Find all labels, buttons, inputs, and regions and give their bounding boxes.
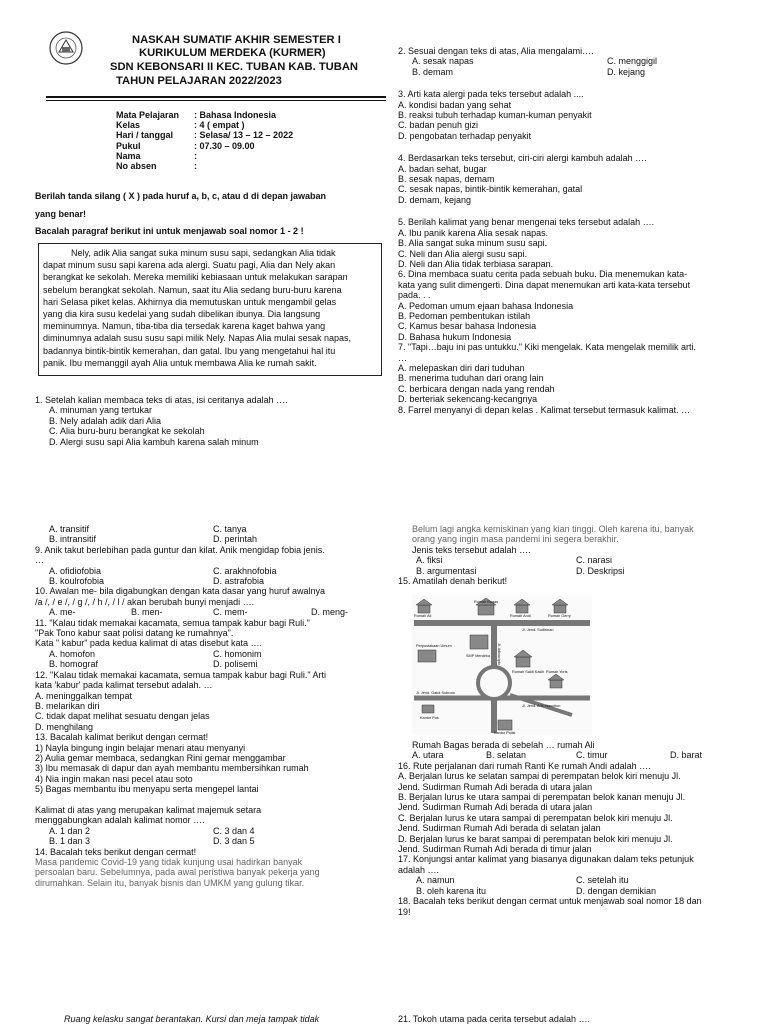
q16-option-c-2: Jend. Sudirman Rumah Adi berada di selatan jalan: [398, 823, 601, 834]
header-divider-thin: [46, 100, 386, 101]
q15-option-d[interactable]: D. barat: [670, 750, 703, 761]
q9-option-b[interactable]: B. koulrofobia: [49, 576, 105, 587]
q5-option-a[interactable]: A. Ibu panik karena Alia sesak napas.: [398, 227, 549, 238]
passage-line: badannya bintik-bintik kemerahan, dan gatal. Ibu yang mengetahui hal itu: [43, 345, 336, 356]
q7-option-c[interactable]: C. berbicara dengan nada yang rendah: [398, 383, 555, 394]
q14-text-cont-2: orang yang ingin masa pandemi ini segera berakhir.: [412, 534, 619, 545]
q13-item-3: 3) Ibu memasak di dapur dan ayah membantu membersihkan rumah: [35, 763, 309, 774]
meta-value: : Selasa/ 13 – 12 – 2022: [194, 130, 294, 141]
map-label-perpustakaan: Perpustakaan Umum: [416, 644, 452, 648]
question-15-stem: 15. Amatilah denah berikut!: [398, 576, 508, 587]
question-17-stem: 17. Konjungsi antar kalimat yang biasanya digunakan dalam teks petunjuk: [398, 854, 694, 865]
question-5-stem: 5. Berilah kalimat yang benar mengenai teks tersebut adalah ….: [398, 217, 655, 228]
meta-row: [116, 141, 293, 151]
header-title-3: SDN KEBONSARI II KEC. TUBAN KAB. TUBAN: [110, 61, 358, 73]
header-title-2: KURIKULUM MERDEKA (KURMER): [139, 47, 326, 59]
q14-text-1: Masa pandemic Covid-19 yang tidak kunjung usai hadirkan banyak: [35, 856, 303, 867]
question-12-stem-2: kata 'kabur' pada kalimat tersebut adalah. …: [35, 680, 213, 691]
q9-option-a[interactable]: A. ofidiofobia: [49, 565, 102, 576]
q1-option-a[interactable]: A. minuman yang tertukar: [49, 405, 153, 416]
q16-option-d-2: Jend. Sudirman Rumah Adi berada di timur jalan: [398, 844, 592, 855]
q12-option-a[interactable]: A. meninggalkan tempat: [35, 690, 133, 701]
question-9-stem: 9. Anik takut berlebihan pada guntur dan kilat. Anik mengidap fobia jenis.: [35, 544, 325, 555]
q12-option-d[interactable]: D. menghilang: [35, 721, 94, 732]
meta-value: :: [194, 150, 197, 161]
q14-option-b[interactable]: B. argumentasi: [416, 565, 477, 576]
q13-question-2: menggabungkan adalah kalimat nomor ….: [35, 815, 205, 826]
q11-option-b[interactable]: B. homograf: [49, 659, 99, 670]
question-11-stem-2: "Pak Tono kabur saat polisi datang ke rumahnya".: [35, 628, 234, 639]
q3-option-a[interactable]: A. kondisi badan yang sehat: [398, 99, 512, 110]
meta-row: [116, 120, 293, 130]
q3-option-c[interactable]: C. badan penuh gizi: [398, 120, 479, 131]
q1-option-c[interactable]: C. Alia buru-buru berangkat ke sekolah: [49, 426, 205, 437]
q5-option-c[interactable]: C. Neli dan Alia alergi susu sapi.: [398, 248, 528, 259]
map-label-jl-sudirman: Jl. Jend. Sudirman: [522, 628, 554, 632]
q14-option-d[interactable]: D. Deskripsi: [576, 565, 625, 576]
question-3-stem: 3. Arti kata alergi pada teks tersebut adalah ....: [398, 89, 584, 100]
q14-text-cont-1: Belum lagi angka kemiskinan yang kian tinggi. Oleh karena itu, banyak: [412, 524, 694, 534]
meta-value: : Bahasa Indonesia: [194, 110, 277, 120]
header-divider: [46, 96, 386, 98]
q13-option-b[interactable]: B. 1 dan 3: [49, 836, 91, 847]
q13-item-2: 2) Aulia gemar membaca, sedangkan Rini gemar menggambar: [35, 752, 286, 763]
q13-spacer: [35, 795, 390, 805]
question-11-stem-3: Kata " kabur" pada kedua kalimat di atas disebut kata ….: [35, 638, 263, 649]
reading-passage: [38, 243, 382, 376]
q8-option-a[interactable]: A. transitif: [49, 524, 90, 534]
neighborhood-map: [412, 595, 592, 735]
map-label-rumah-ali: Rumah Ali: [414, 614, 432, 618]
question-8-stem: 8. Farrel menyanyi di depan kelas . Kalimat tersebut termasuk kalimat. …: [398, 404, 691, 415]
question-12-stem: 12. "Kalau tidak memakai kacamata, semua tampak kabur bagi Ruli." Arti: [35, 669, 327, 680]
instruction-1: Berilah tanda silang ( X ) pada huruf a, b, c, atau d di depan jawaban: [35, 191, 327, 201]
q8-option-d[interactable]: D. perintah: [213, 534, 258, 545]
q14-option-a[interactable]: A. fiksi: [416, 555, 443, 566]
exam-meta-table: [116, 110, 293, 171]
map-label-jl-nasution: Jl. Jend. A.H. Nasution: [522, 704, 561, 708]
q4-option-c[interactable]: C. sesak napas, bintik-bintik kemerahan, gatal: [398, 184, 583, 195]
q16-option-d[interactable]: D. Berjalan lurus ke barat sampai di perempatan belok kiri menuju Jl.: [398, 833, 673, 844]
header-title-4: TAHUN PELAJARAN 2022/2023: [116, 75, 282, 87]
meta-row: [116, 161, 293, 171]
meta-value: : 07.30 – 09.00: [194, 140, 255, 151]
q17-option-d[interactable]: D. dengan demikian: [576, 885, 657, 896]
passage-line: diminumnya adalah susu susu sapi milik Nely. Napas Alia mulai sesak napas,: [43, 333, 351, 344]
map-label-rumah-andi: Rumah Andi: [510, 614, 531, 618]
question-21-stem: 21. Tokoh utama pada cerita tersebut adalah ….: [398, 1014, 590, 1024]
school-logo: [48, 30, 84, 66]
question-4-stem: 4. Berdasarkan teks tersebut, ciri-ciri alergi kambuh adalah ….: [398, 153, 647, 164]
passage-line: berangkat ke sekolah. Mereka memiliki kebiasaan untuk melakukan sarapan: [43, 272, 348, 283]
q15-option-a[interactable]: A. utara: [412, 750, 444, 761]
map-label-kantor-polisi: Kantor Polisi: [494, 731, 516, 735]
q14-text-2: persoalan baru. Sebelumnya, pada awal peristiwa banyak pekerja yang: [35, 867, 320, 878]
q2-option-d[interactable]: D. kejang: [607, 66, 646, 77]
q4-option-d[interactable]: D. demam, kejang: [398, 194, 472, 205]
right-column-bottom-2: [398, 740, 760, 917]
q8-option-b[interactable]: B. intransitif: [49, 534, 97, 545]
q4-option-a[interactable]: A. badan sehat, bugar: [398, 163, 487, 174]
q13-option-a[interactable]: A. 1 dan 2: [49, 825, 91, 836]
passage-line: panik. Ibu memanggil ayah Alia untuk membawa Alia ke rumah sakit.: [43, 357, 317, 368]
q3-option-d[interactable]: D. pengobatan terhadap penyakit: [398, 130, 532, 141]
q3-option-b[interactable]: B. reaksi tubuh terhadap kuman-kuman penyakit: [398, 110, 592, 121]
question-17-stem-2: adalah ….: [398, 864, 440, 875]
q2-option-b[interactable]: B. demam: [412, 66, 454, 77]
map-label-jl-adisucipto: Jl. Adisucipto: [497, 643, 501, 666]
q4-option-b[interactable]: B. sesak napas, demam: [398, 174, 495, 185]
q15-option-b[interactable]: B. selatan: [486, 750, 527, 761]
question-6-stem-2: kata yang sulit dimengerti. Dina dapat menemukan arti kata-kata tersebut: [398, 279, 691, 290]
passage-line: dapat minum susu sapi karena ada alergi. Suatu pagi, Alia dan Nely akan: [43, 260, 336, 271]
question-11-stem: 11. "Kalau tidak memakai kacamata, semua tampak kabur bagi Ruli.": [35, 617, 310, 628]
q10-option-d[interactable]: D. meng-: [311, 607, 349, 618]
meta-label: Hari / tanggal: [116, 130, 174, 141]
q16-option-b[interactable]: B. Berjalan lurus ke utara sampai di perempatan belok kanan menuju Jl.: [398, 792, 686, 803]
meta-label: Nama: [116, 150, 141, 161]
question-10-stem: 10. Awalan me- bila digabungkan dengan kata dasar yang huruf awalnya: [35, 586, 326, 597]
q7-option-d[interactable]: D. berteriak sekencang-kecangnya: [398, 394, 538, 405]
q13-question: Kalimat di atas yang merupakan kalimat majemuk setara: [35, 804, 262, 815]
q16-option-b-2: Jend. Sudirman Rumah Adi berada di utara jalan: [398, 802, 593, 813]
q7-option-b[interactable]: B. menerima tuduhan dari orang lain: [398, 373, 544, 384]
question-7-stem: 7. "Tapi…baju ini pas untukku." Kiki mengelak. Kata mengelak memilik arti.: [398, 342, 697, 353]
passage-line: Nely, adik Alia sangat suka minum susu sapi, sedangkan Alia tidak: [71, 248, 336, 258]
q10-option-a[interactable]: A. me-: [49, 607, 76, 618]
q13-option-c[interactable]: C. 3 dan 4: [213, 825, 255, 836]
question-13-stem: 13. Bacalah kalimat berikut dengan cermat!: [35, 732, 209, 743]
right-column-bottom: [398, 524, 760, 586]
map-label-rumah-bagas: Rumah Bagas: [474, 600, 499, 604]
question-10-stem-2: /a /, / e /, / g /, / h /, / l / akan berubah bunyi menjadi ….: [35, 596, 255, 607]
footer-passage-start: Ruang kelasku sangat berantakan. Kursi dan meja tampak tidak: [64, 1014, 320, 1024]
q12-option-c[interactable]: C. tidak dapat melihat sesuatu dengan jelas: [35, 711, 210, 722]
q6-option-d[interactable]: D. Bahasa hukum Indonesia: [398, 331, 512, 342]
q14-option-c[interactable]: C. narasi: [576, 555, 613, 566]
instruction-2: Bacalah paragraf berikut ini untuk menjawab soal nomor 1 - 2 !: [35, 226, 304, 236]
q16-option-c[interactable]: C. Berjalan lurus ke utara sampai di perempatan belok kiri menuju Jl.: [398, 812, 673, 823]
q9-option-c[interactable]: C. arakhnofobia: [213, 565, 277, 576]
map-label-rumah-yoris: Rumah Yoris: [546, 670, 568, 674]
q6-option-b[interactable]: B. Pedoman pembentukan istilah: [398, 310, 531, 321]
q17-option-c[interactable]: C. setelah itu: [576, 875, 629, 886]
question-1: [35, 395, 288, 447]
q7-option-a[interactable]: A. melepaskan diri dari tuduhan: [398, 362, 525, 373]
q1-option-b[interactable]: B. Nely adalah adik dari Alia: [49, 415, 162, 426]
passage-line: hari Selasa piket kelas. Akhirnya dia memutuskan untuk mengambil gelas: [43, 296, 337, 307]
map-label-rumah-gerry: Rumah Gerry: [548, 614, 571, 618]
question-6-stem-3: pada. . .: [398, 290, 431, 301]
meta-value: : 4 ( empat ): [194, 120, 245, 131]
right-column-top: [398, 46, 758, 415]
q13-item-1: 1) Nayla bingung ingin belajar menari atau menyanyi: [35, 742, 246, 753]
q13-item-5: 5) Bagas membantu ibu menyapu serta mengepel lantai: [35, 784, 259, 795]
question-2-stem: 2. Sesuai dengan teks di atas, Alia mengalami….: [398, 46, 594, 56]
q17-option-b[interactable]: B. oleh karena itu: [416, 885, 487, 896]
q15-option-c[interactable]: C. timur: [576, 750, 608, 761]
question-7-stem-2: …: [398, 352, 407, 363]
q1-option-d[interactable]: D. Alergi susu sapi Alia kambuh karena salah minum: [49, 436, 259, 447]
header-title-1: NASKAH SUMATIF AKHIR SEMESTER I: [132, 34, 341, 46]
q2-option-a[interactable]: A. sesak napas: [412, 56, 474, 67]
q10-option-c[interactable]: C. mem-: [213, 607, 248, 618]
question-1-stem: 1. Setelah kalian membaca teks di atas, isi ceritanya adalah ….: [35, 395, 288, 405]
q11-option-d[interactable]: D. polisemi: [213, 659, 258, 670]
map-label-kantor-pos: Kantor Pos: [420, 716, 439, 720]
q16-option-a[interactable]: A. Berjalan lurus ke selatan sampai di perempatan belok kiri menuju Jl.: [398, 771, 681, 782]
question-18-stem-2: 19!: [398, 906, 411, 917]
meta-row: [116, 110, 293, 120]
q10-option-b[interactable]: B. men-: [131, 607, 163, 618]
q16-option-a-2: Jend. Sudirman Rumah Adi berada di utara jalan: [398, 781, 593, 792]
q14-question: Jenis teks tersebut adalah ….: [412, 544, 531, 555]
q13-item-4: 4) Nia ingin makan nasi pecel atau soto: [35, 773, 193, 784]
meta-row: [116, 151, 293, 161]
q11-option-c[interactable]: C. homonim: [213, 648, 262, 659]
meta-row: [116, 130, 293, 140]
meta-label: Pukul: [116, 140, 141, 151]
instruction-1b: yang benar!: [35, 209, 87, 219]
q8-option-c[interactable]: C. tanya: [213, 524, 247, 534]
q17-option-a[interactable]: A. namun: [416, 875, 455, 886]
meta-label: Mata Pelajaran: [116, 110, 180, 120]
q15-question: Rumah Bagas berada di sebelah … rumah Ali: [412, 740, 595, 750]
question-16-stem: 16. Rute perjalanan dari rumah Ranti Ke rumah Andi adalah ….: [398, 760, 651, 771]
q6-option-a[interactable]: A. Pedoman umum ejaan bahasa Indonesia: [398, 300, 574, 311]
left-column-bottom: [35, 524, 390, 888]
q11-option-a[interactable]: A. homofon: [49, 648, 96, 659]
question-6-stem-1: 6. Dina membaca suatu cerita pada sebuah buku. Dia menemukan kata-: [398, 269, 688, 280]
meta-label: Kelas: [116, 120, 141, 131]
question-18-stem: 18. Bacalah teks berikut dengan cermat untuk menjawab soal nomor 18 dan: [398, 896, 702, 907]
passage-line: yang dia kira susu kedelai yang sudah dibelikan ibunya. Dia langsung: [43, 309, 321, 320]
question-9-stem-2: …: [35, 555, 44, 566]
question-14-stem: 14. Bacalah teks berikut dengan cermat!: [35, 846, 197, 857]
passage-line: meminumnya. Namun, tiba-tiba dia tersedak karena kaget bahwa yang: [43, 321, 326, 332]
q9-option-d[interactable]: D. astrafobia: [213, 576, 265, 587]
q13-option-d[interactable]: D. 3 dan 5: [213, 836, 255, 847]
meta-label: No absen: [116, 161, 157, 172]
map-label-rumah-sakit: Rumah Sakit Kasih: [512, 670, 545, 674]
passage-line: sebelum berangkat sekolah. Namun, saat itu Alia sedang buru-buru karena: [43, 284, 342, 295]
map-label-jl-gatot: Jl. Jend. Gatot Subroto: [416, 691, 455, 695]
meta-value: :: [194, 161, 197, 172]
map-label-smp: SMP Merdeka: [466, 654, 490, 658]
q14-text-3: dirumahkan. Selain itu, banyak bisnis dan UMKM yang gulung tikar.: [35, 877, 305, 888]
q12-option-b[interactable]: B. melarikan diri: [35, 700, 100, 711]
q5-option-d[interactable]: D. Neli dan Alia tidak terbiasa sarapan.: [398, 258, 554, 269]
q2-option-c[interactable]: C. menggigil: [607, 56, 658, 67]
q5-option-b[interactable]: B. Alia sangat suka minum susu sapi.: [398, 238, 548, 249]
q6-option-c[interactable]: C. Kamus besar bahasa Indonesia: [398, 321, 537, 332]
